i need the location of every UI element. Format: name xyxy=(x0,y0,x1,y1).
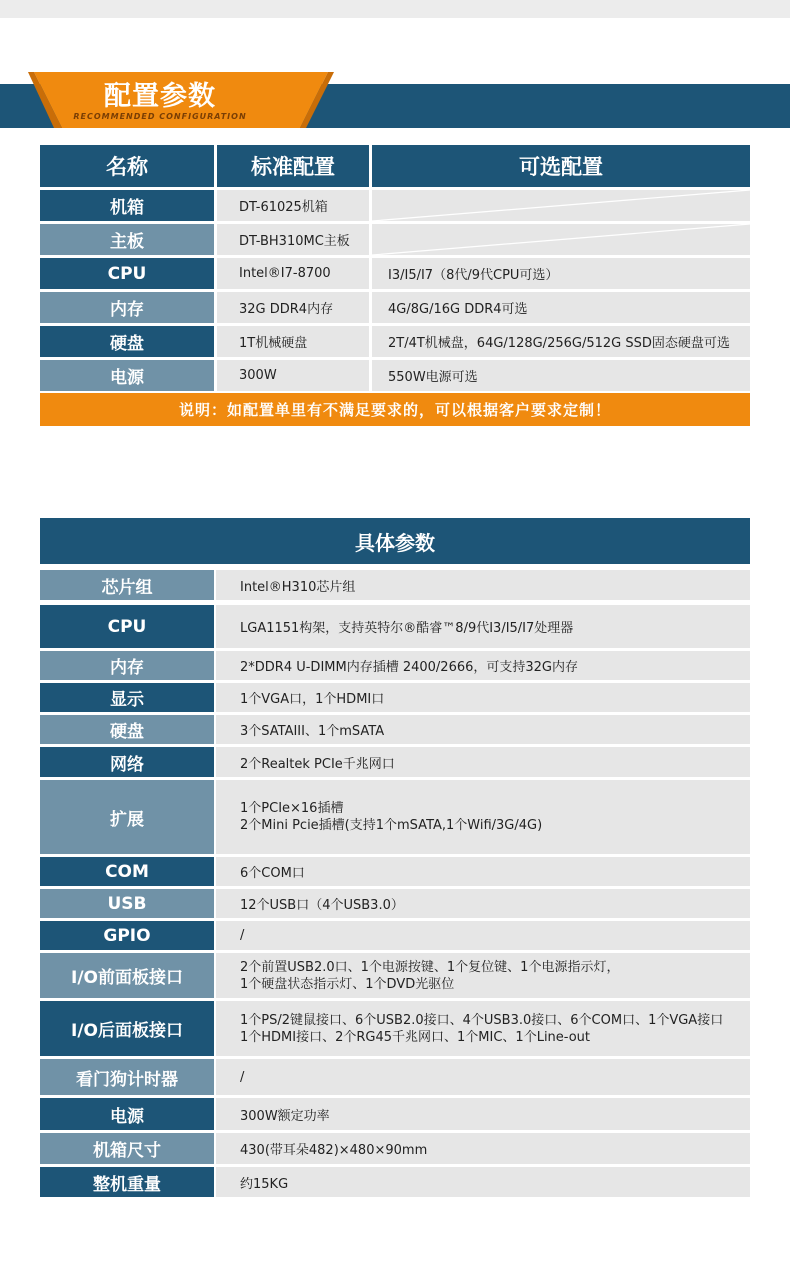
config-row-optional: I3/I5/I7（8代/9代CPU可选） xyxy=(372,258,750,289)
config-note: 说明：如配置单里有不满足要求的，可以根据客户要求定制！ xyxy=(40,393,750,426)
spec-row-value: / xyxy=(216,921,750,950)
spec-value-line: 1个硬盘状态指示灯、1个DVD光驱位 xyxy=(240,976,455,992)
config-row-standard: 1T机械硬盘 xyxy=(217,326,369,357)
spec-value-line: 1个PCIe×16插槽 xyxy=(240,801,344,816)
spec-row-name: 芯片组 xyxy=(40,570,214,600)
spec-value-line: 2个前置USB2.0口、1个电源按键、1个复位键、1个电源指示灯， xyxy=(240,959,620,975)
spec-row-value: LGA1151构架，支持英特尔®酷睿™8/9代I3/I5/I7处理器 xyxy=(216,605,750,648)
config-row-name: 电源 xyxy=(40,360,214,391)
spec-row-name: 整机重量 xyxy=(40,1167,214,1197)
config-row-name: 硬盘 xyxy=(40,326,214,357)
spec-row-name: I/O后面板接口 xyxy=(40,1001,214,1056)
spec-row-value: 300W额定功率 xyxy=(216,1098,750,1130)
spec-value-line: 1个HDMI接口、2个RG45千兆网口、1个MIC、1个Line-out xyxy=(240,1029,591,1045)
config-row-standard: DT-61025机箱 xyxy=(217,190,369,221)
config-row-name: 机箱 xyxy=(40,190,214,221)
config-header-0: 名称 xyxy=(40,145,214,187)
spec-row-value: 2个Realtek PCIe千兆网口 xyxy=(216,747,750,777)
spec-row-name: 看门狗计时器 xyxy=(40,1059,214,1095)
config-row-standard: 300W xyxy=(217,360,369,391)
spec-row-name: CPU xyxy=(40,605,214,648)
spec-row-name: 机箱尺寸 xyxy=(40,1133,214,1164)
spec-row-value: 6个COM口 xyxy=(216,857,750,886)
config-row-optional: 550W电源可选 xyxy=(372,360,750,391)
spec-row-name: 内存 xyxy=(40,651,214,680)
spec-row-value: 12个USB口（4个USB3.0） xyxy=(216,889,750,918)
top-strip xyxy=(0,0,790,18)
spec-row-value: 2*DDR4 U-DIMM内存插槽 2400/2666，可支持32G内存 xyxy=(216,651,750,680)
config-header-2: 可选配置 xyxy=(372,145,750,187)
specs-title: 具体参数 xyxy=(40,518,750,564)
spec-row-name: COM xyxy=(40,857,214,886)
config-row-name: 主板 xyxy=(40,224,214,255)
config-row-optional xyxy=(372,190,750,221)
spec-row-name: USB xyxy=(40,889,214,918)
config-row-optional: 4G/8G/16G DDR4可选 xyxy=(372,292,750,323)
spec-row-value: Intel®H310芯片组 xyxy=(216,570,750,600)
spec-row-name: 电源 xyxy=(40,1098,214,1130)
spec-row-name: GPIO xyxy=(40,921,214,950)
banner-subtitle: RECOMMENDED CONFIGURATION xyxy=(73,112,247,121)
spec-row-name: 硬盘 xyxy=(40,715,214,744)
config-row-optional: 2T/4T机械盘，64G/128G/256G/512G SSD固态硬盘可选 xyxy=(372,326,750,357)
spec-row-value: 1个VGA口，1个HDMI口 xyxy=(216,683,750,712)
spec-row-name: 显示 xyxy=(40,683,214,712)
config-row-name: 内存 xyxy=(40,292,214,323)
config-row-name: CPU xyxy=(40,258,214,289)
config-header-1: 标准配置 xyxy=(217,145,369,187)
spec-value-line: 2个Mini Pcie插槽(支持1个mSATA,1个Wifi/3G/4G) xyxy=(240,818,543,833)
spec-row-value xyxy=(216,953,750,998)
config-row-standard: 32G DDR4内存 xyxy=(217,292,369,323)
spec-row-value: 约15KG xyxy=(216,1167,750,1197)
config-row-standard: Intel®I7-8700 xyxy=(217,258,369,289)
spec-row-value: 430(带耳朵482)×480×90mm xyxy=(216,1133,750,1164)
spec-row-value: / xyxy=(216,1059,750,1095)
banner-title: 配置参数 xyxy=(104,81,216,112)
spec-row-name: 网络 xyxy=(40,747,214,777)
spec-row-name: I/O前面板接口 xyxy=(40,953,214,998)
spec-row-value xyxy=(216,1001,750,1056)
config-row-standard: DT-BH310MC主板 xyxy=(217,224,369,255)
spec-row-name: 扩展 xyxy=(40,780,214,854)
spec-value-line: 1个PS/2键鼠接口、6个USB2.0接口、4个USB3.0接口、6个COM口、1个VGA接口 xyxy=(240,1012,724,1028)
config-row-optional xyxy=(372,224,750,255)
spec-row-value: 3个SATAIII、1个mSATA xyxy=(216,715,750,744)
spec-row-value xyxy=(216,780,750,854)
